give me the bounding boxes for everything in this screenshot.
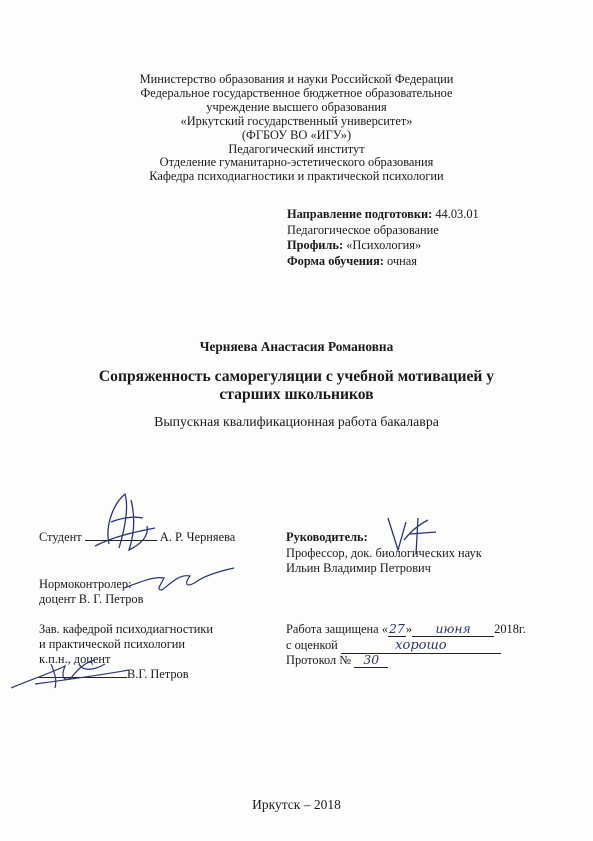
protocol-label: Протокол № xyxy=(286,653,352,667)
header-line: Отделение гуманитарно-эстетического образования xyxy=(159,155,434,170)
protocol-number: 30 xyxy=(354,653,388,668)
direction-label: Направление подготовки: xyxy=(287,207,433,221)
program-info xyxy=(287,207,479,269)
header-line: учреждение высшего образования xyxy=(206,99,387,114)
normcontrol-name: доцент В. Г. Петров xyxy=(39,592,144,606)
supervisor-label: Руководитель: xyxy=(286,530,368,544)
grade-line xyxy=(286,638,501,654)
header-line: «Иркутский государственный университет» xyxy=(180,113,413,128)
profile-label: Профиль: xyxy=(287,238,344,252)
defense-prefix: Работа защищена « xyxy=(286,622,388,636)
defense-year: 2018г. xyxy=(494,622,526,636)
header-line: Кафедра психодиагностики и практической психологии xyxy=(149,169,444,184)
normcontrol-label: Нормоконтролер: xyxy=(39,577,132,591)
institution-header xyxy=(0,73,593,184)
author-name: Черняева Анастасия Романовна xyxy=(199,339,394,354)
supervisor-signature xyxy=(380,510,440,560)
head-name: В.Г. Петров xyxy=(127,667,189,681)
title-line: Сопряженность саморегуляции с учебной мотивацией у xyxy=(98,368,495,385)
student-signature xyxy=(85,486,165,561)
protocol-line xyxy=(286,653,388,668)
student-label: Студент xyxy=(39,530,82,544)
head-line2: и практической психологии xyxy=(39,637,186,651)
grade-value: хорошо xyxy=(341,639,501,654)
defense-day: 27 xyxy=(389,621,405,636)
supervisor-position: Профессор, док. биологических наук xyxy=(286,546,482,560)
work-type: Выпускная квалификационная работа бакалавра xyxy=(154,414,439,429)
profile-value: «Психология» xyxy=(346,238,422,252)
defense-line: Работа защищена «27» июня 2018г. xyxy=(286,621,526,636)
defense-month: июня xyxy=(412,622,494,637)
form-label: Форма обучения: xyxy=(287,253,384,268)
grade-label: с оценкой xyxy=(286,638,338,652)
header-line: Педагогический институт xyxy=(228,141,365,156)
head-signature xyxy=(5,640,135,695)
supervisor-name: Ильин Владимир Петрович xyxy=(286,561,431,575)
normcontrol-signature xyxy=(120,560,240,600)
header-line: (ФГБОУ ВО «ИГУ») xyxy=(241,127,352,142)
city-year: Иркутск – 2018 xyxy=(252,797,341,812)
header-line: Федеральное государственное бюджетное образовательное xyxy=(140,85,453,100)
student-name: А. Р. Черняева xyxy=(159,530,236,544)
title-line: старших школьников xyxy=(219,386,374,403)
head-line3: к.п.н., доцент xyxy=(39,652,111,666)
direction-name: Педагогическое образование xyxy=(287,222,439,237)
form-value: очная xyxy=(387,253,417,268)
header-line: Министерство образования и науки Российской Федерации xyxy=(139,72,454,86)
thesis-title xyxy=(0,368,593,404)
direction-code: 44.03.01 xyxy=(435,207,479,221)
head-line1: Зав. кафедрой психодиагностики xyxy=(39,622,214,636)
